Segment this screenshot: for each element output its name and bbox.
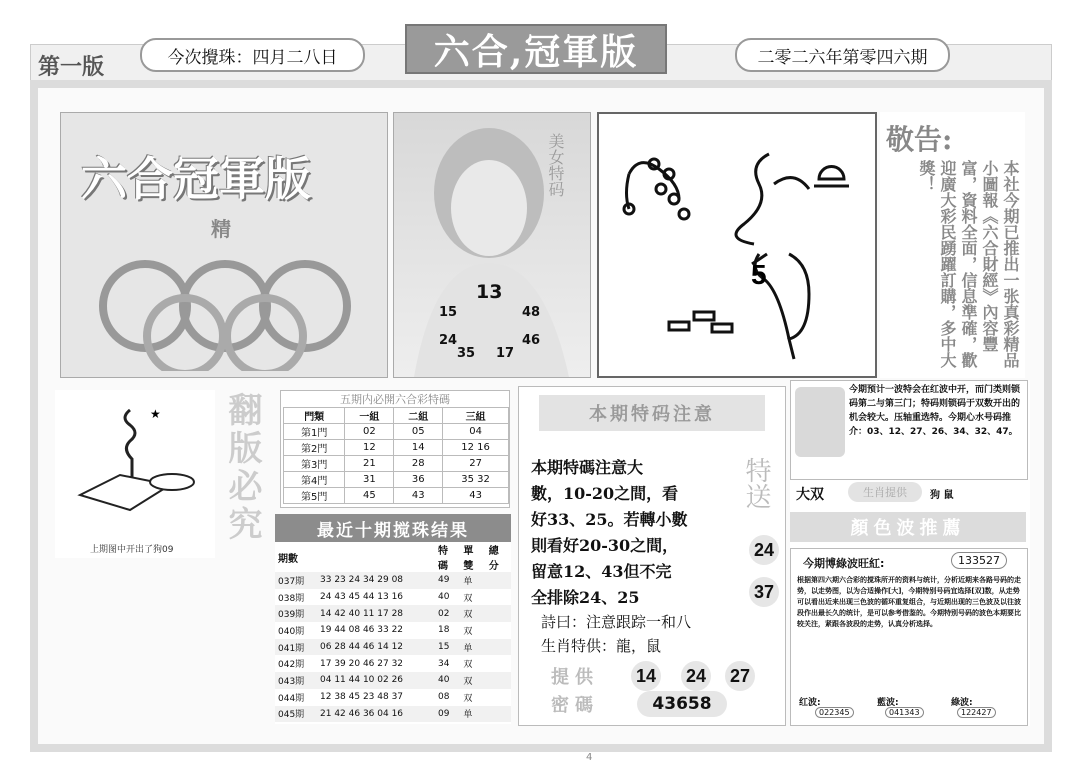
table-cell: 33 23 24 34 29 08 — [320, 575, 404, 586]
wave-panel — [790, 380, 1030, 726]
table-row — [275, 689, 511, 706]
grid-row — [284, 472, 509, 488]
notice-panel — [880, 112, 1025, 378]
grid-cell: 第4門 — [284, 472, 345, 488]
wave-top — [790, 380, 1028, 480]
table-cell: 双 — [463, 676, 473, 687]
recent-table — [275, 542, 511, 722]
big-double: 大双 — [796, 487, 824, 503]
table-cell: 单 — [463, 643, 473, 654]
code-label: 密碼 — [551, 695, 599, 716]
table-cell: 19 44 08 46 33 22 — [320, 625, 404, 636]
table-cell: 34 — [438, 658, 450, 669]
recent-title: 最近十期搅珠结果 — [275, 514, 511, 542]
table-row — [275, 605, 511, 622]
table-cell: 单 — [463, 710, 473, 721]
grid-cell: 04 — [443, 424, 509, 440]
grid-cell: 14 — [394, 440, 443, 456]
poem-line-1: 詩曰：注意跟踪一和八 — [541, 613, 692, 631]
special-line: 好33、25。若轉小數 — [531, 510, 688, 529]
special-line: 全排除24、25 — [531, 588, 640, 607]
table-row — [275, 589, 511, 606]
pun-caption: 上期图中开出了狗09 — [90, 545, 174, 555]
table-cell: 038期 — [278, 593, 305, 604]
poem-line-2: 生肖特供：龍，鼠 — [541, 637, 662, 655]
table-cell: 双 — [463, 610, 473, 621]
photo-num-bottom-right: 17 — [496, 346, 515, 361]
draw-date-label: 今次攪珠： — [167, 47, 253, 68]
special-line: 數，10-20之間，看 — [531, 484, 679, 503]
photo-num-right-top: 48 — [522, 305, 541, 320]
wave-analysis: 根据第四六期六合彩的搅珠所开的资料与统计，分析近期来各路号码的走势，以走势图，以为合适操作[大]，今期特别号码宜选择[双]数，从走势可以看出近来出现三色波的循环重复组合，与近期出现的三色波及以往波段作出最长久的统计，是可以参考借鉴的。今期特别号码的波色本期要比较关注，紧跟各波段的走势，认真分析选择。 — [797, 576, 1021, 628]
blue-wave-value: 041343 — [885, 707, 924, 718]
photo-num-left-top: 15 — [439, 305, 458, 320]
grid-row — [284, 440, 509, 456]
special-text — [531, 455, 751, 611]
wave-body — [790, 548, 1028, 726]
grid-cell: 02 — [345, 424, 394, 440]
special-line: 留意12、43但不完 — [531, 562, 672, 581]
table-cell: 037期 — [278, 576, 305, 587]
grid-cell: 35 32 — [443, 472, 509, 488]
table-cell: 49 — [438, 575, 450, 586]
code-value: 43658 — [637, 691, 727, 717]
side-number-1: 24 — [749, 535, 779, 565]
page-number: 4 — [586, 752, 593, 763]
table-cell: 21 42 46 36 04 16 — [320, 708, 404, 719]
grid-head: 三組 — [443, 408, 509, 424]
zodiac-value: 狗 鼠 — [930, 490, 954, 501]
wave-text: 今期预计一波特会在红波中开，而门类则锁码第二与第三门；特码则锁码于双数开出的机会较大。压轴重选特。今期心水号码推介：03、12、27、26、34、32、47。 — [849, 385, 1021, 437]
photo-num-left-bottom: 24 — [439, 333, 458, 348]
logo-text: 六合冠軍版 — [81, 152, 311, 206]
five-grid-title: 五期内必開六合彩特碼 — [340, 393, 450, 406]
recent-results — [275, 514, 511, 724]
mascot-icon — [795, 387, 845, 457]
table-cell: 40 — [438, 592, 450, 603]
incense-burner-icon — [60, 400, 210, 520]
five-grid-table — [283, 407, 509, 504]
offer-number-2: 24 — [681, 661, 711, 691]
special-line: 本期特碼注意大 — [531, 458, 644, 477]
recent-head: 特碼 — [438, 546, 448, 572]
grid-cell: 31 — [345, 472, 394, 488]
puzzle-drawing-icon — [599, 114, 875, 376]
special-panel — [518, 386, 786, 726]
notice-title: 敬告: — [886, 123, 953, 156]
offer-number-3: 27 — [725, 661, 755, 691]
table-cell: 双 — [463, 593, 473, 604]
grid-head: 一組 — [345, 408, 394, 424]
grid-row — [284, 424, 509, 440]
green-wave-value: 122427 — [957, 707, 996, 718]
table-cell: 02 — [438, 608, 450, 619]
table-row — [275, 706, 511, 723]
table-cell: 045期 — [278, 710, 305, 721]
special-banner: 本期特码注意 — [539, 395, 765, 431]
special-line: 則看好20-30之間， — [531, 536, 679, 555]
offer-label: 提供 — [551, 667, 599, 688]
grid-cell: 05 — [394, 424, 443, 440]
grid-cell: 第3門 — [284, 456, 345, 472]
table-cell: 双 — [463, 693, 473, 704]
table-cell: 042期 — [278, 660, 305, 671]
photo-num-bottom-left: 35 — [457, 346, 476, 361]
table-row — [275, 572, 511, 589]
photo-num-top: 13 — [476, 281, 503, 303]
issue-number: 二零二六年第零四六期 — [735, 38, 950, 72]
puzzle-drawing — [597, 112, 877, 378]
table-cell: 040期 — [278, 626, 305, 637]
side-number-2: 37 — [749, 577, 779, 607]
table-cell: 24 43 45 44 13 16 — [320, 592, 404, 603]
special-side-label: 特送 — [741, 457, 771, 509]
table-cell: 09 — [438, 708, 450, 719]
table-cell: 041期 — [278, 643, 305, 654]
grid-row — [284, 456, 509, 472]
draw-date — [140, 38, 365, 72]
table-cell: 单 — [463, 576, 473, 587]
svg-text:5: 5 — [751, 259, 767, 290]
table-cell: 08 — [438, 692, 450, 703]
table-cell: 039期 — [278, 610, 305, 621]
recent-head: 期數 — [278, 553, 298, 565]
table-cell: 40 — [438, 675, 450, 686]
grid-cell: 45 — [345, 488, 394, 504]
page-title: 六合,冠軍版 — [405, 24, 667, 74]
five-group-grid — [280, 390, 510, 508]
grid-head: 二組 — [394, 408, 443, 424]
wave-banner: 顏色波推薦 — [790, 512, 1026, 542]
recent-head: 總分 — [488, 546, 499, 572]
grid-cell: 28 — [394, 456, 443, 472]
table-row — [275, 655, 511, 672]
table-cell: 044期 — [278, 693, 305, 704]
logo-panel — [60, 112, 388, 378]
grid-cell: 21 — [345, 456, 394, 472]
table-cell: 双 — [463, 626, 473, 637]
table-cell: 14 42 40 11 17 28 — [320, 608, 404, 619]
draw-date-value: 四月二八日 — [252, 47, 338, 68]
grid-cell: 43 — [443, 488, 509, 504]
grid-cell: 27 — [443, 456, 509, 472]
table-row — [275, 622, 511, 639]
logo-sub: 精 — [211, 217, 231, 241]
grid-cell: 43 — [394, 488, 443, 504]
photo-num-right-bottom: 46 — [522, 333, 541, 348]
pun-panel — [55, 390, 215, 558]
olympic-rings-icon — [75, 251, 375, 371]
red-title: 今期博綠波旺紅: — [803, 557, 885, 570]
blue-wave-label: 藍波: — [877, 698, 899, 708]
table-row — [275, 639, 511, 656]
zodiac-label: 生肖提供 — [848, 482, 922, 502]
table-cell: 06 28 44 46 14 12 — [320, 642, 404, 653]
grid-cell: 12 — [345, 440, 394, 456]
grid-cell: 12 16 — [443, 440, 509, 456]
table-cell: 12 38 45 23 48 37 — [320, 692, 404, 703]
table-cell: 双 — [463, 660, 473, 671]
svg-text:★: ★ — [150, 407, 161, 421]
table-row — [275, 672, 511, 689]
red-wave-label: 红波: — [799, 698, 821, 708]
photo-side-text: 美女特码 — [546, 133, 565, 197]
offer-number-1: 14 — [631, 661, 661, 691]
green-wave-label: 綠波: — [951, 698, 973, 708]
grid-cell: 第1門 — [284, 424, 345, 440]
grid-row — [284, 488, 509, 504]
grid-cell: 第2門 — [284, 440, 345, 456]
photo-panel — [393, 112, 591, 378]
copyright-stamp: 翻版必究 — [222, 392, 262, 544]
edition-label: 第一版 — [38, 54, 105, 80]
recent-head: 單雙 — [463, 546, 474, 572]
grid-cell: 36 — [394, 472, 443, 488]
table-cell: 04 11 44 10 02 26 — [320, 675, 404, 686]
table-cell: 17 39 20 46 27 32 — [320, 658, 404, 669]
table-cell: 18 — [438, 625, 450, 636]
notice-body: 本社今期已推出一张真彩精品小圖報《六合財經》內容豐富，資料全面，信息準確，歡迎廣大彩民踴躍訂購，多中大獎！ — [917, 160, 1020, 368]
grid-head: 門類 — [284, 408, 345, 424]
red-wave-value: 022345 — [815, 707, 854, 718]
red-nums: 133527 — [951, 552, 1007, 569]
table-cell: 15 — [438, 642, 450, 653]
table-cell: 043期 — [278, 676, 305, 687]
grid-cell: 第5門 — [284, 488, 345, 504]
